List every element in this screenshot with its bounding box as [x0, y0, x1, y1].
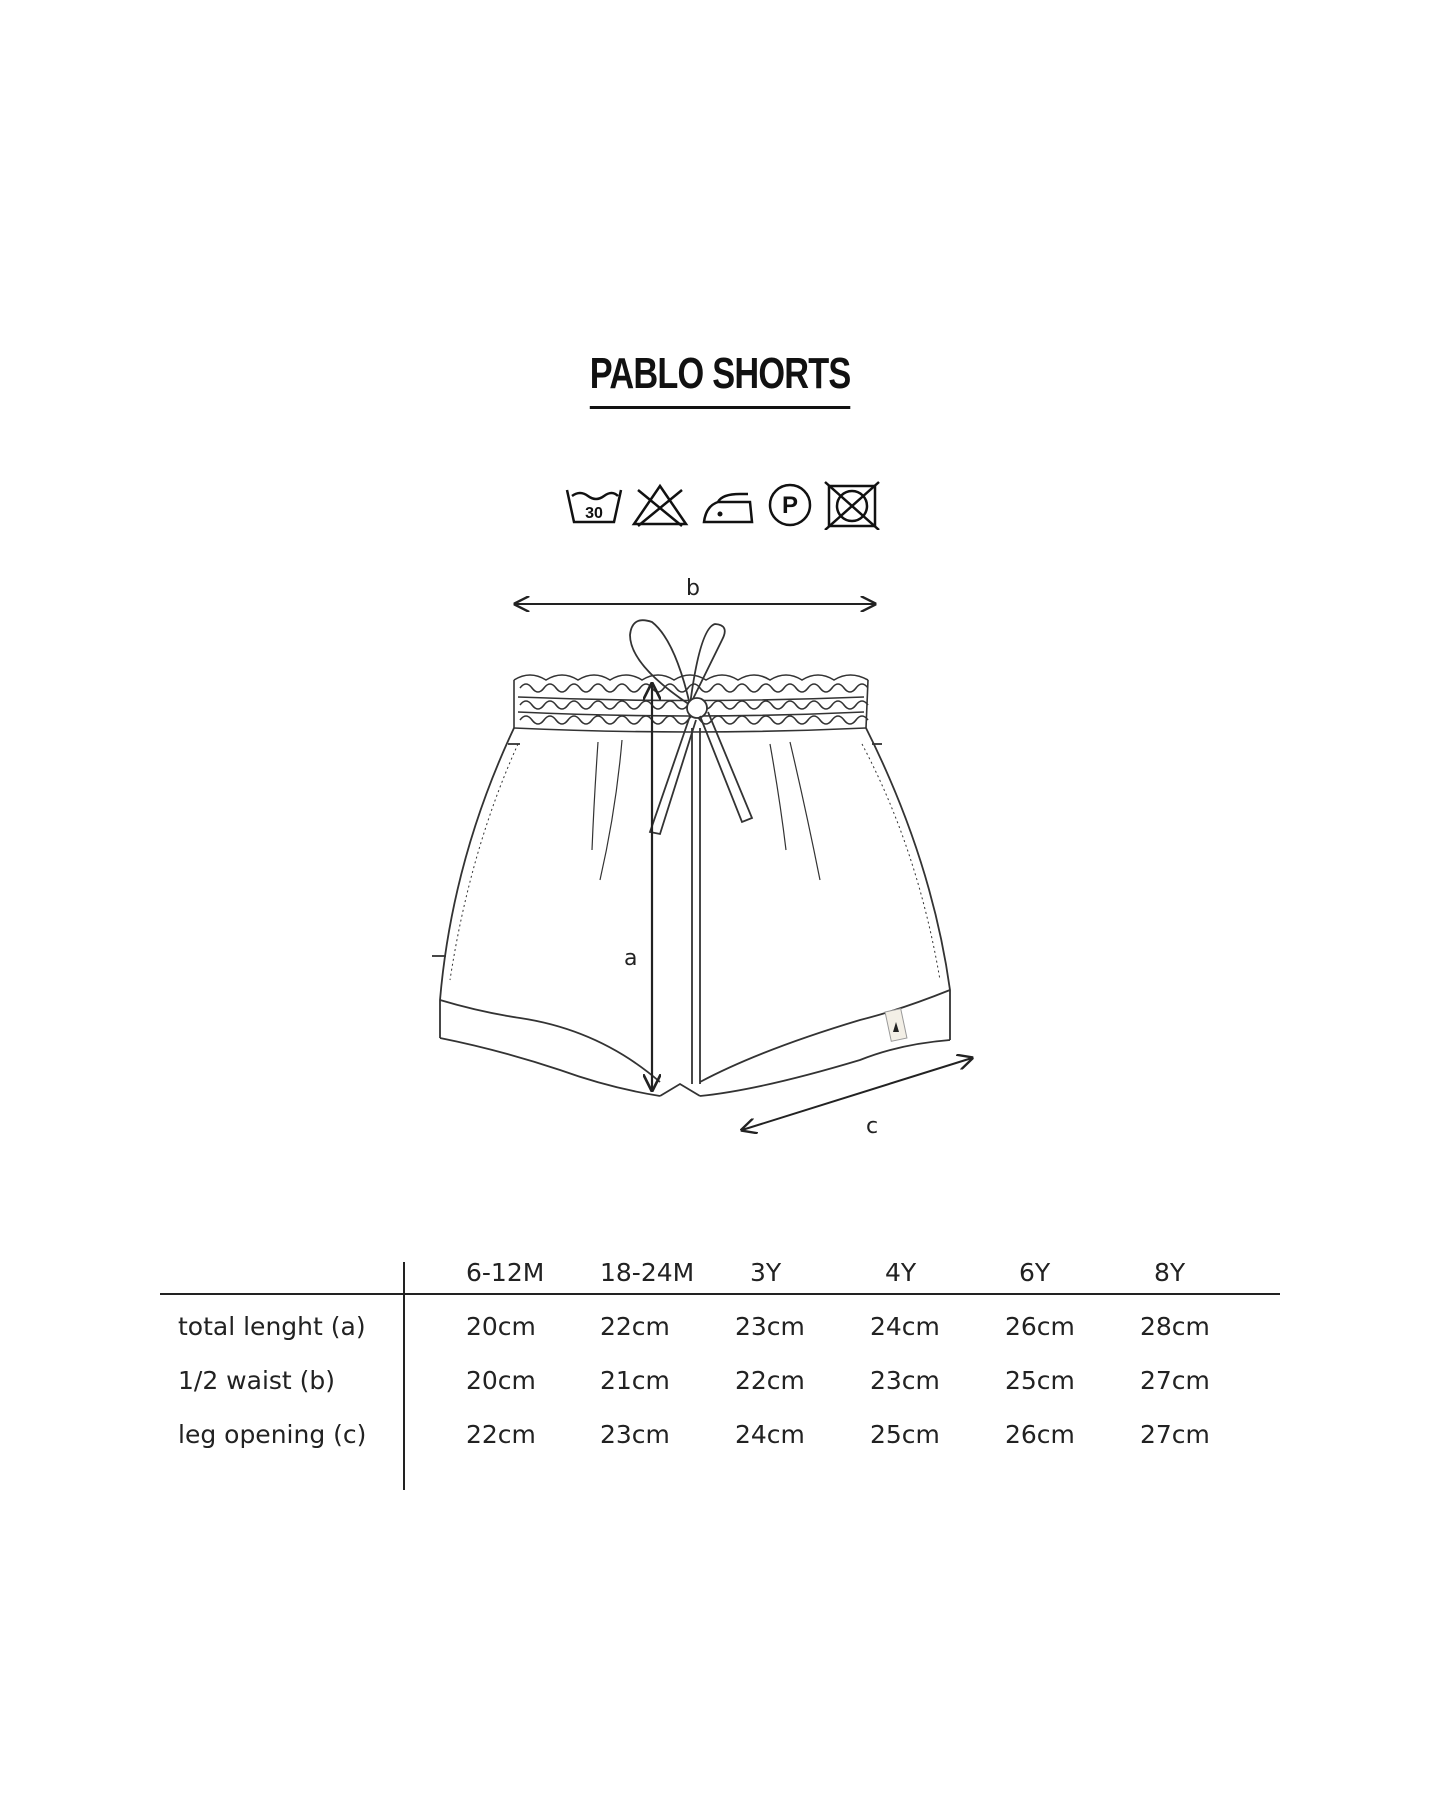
- shorts-body: [432, 728, 950, 1096]
- table-cell: 27cm: [1140, 1420, 1210, 1449]
- dimension-label-b: b: [686, 576, 700, 601]
- table-cell: 27cm: [1140, 1366, 1210, 1395]
- care-symbols: [560, 480, 880, 540]
- brand-tag: [885, 1009, 907, 1042]
- table-cell: 22cm: [735, 1366, 805, 1395]
- row-label: leg opening (c): [178, 1420, 367, 1449]
- leg-opening-dimension-arrow: [742, 1058, 972, 1130]
- table-cell: 26cm: [1005, 1420, 1075, 1449]
- dimension-label-c: c: [866, 1114, 879, 1139]
- column-header: 18-24M: [600, 1258, 695, 1287]
- drawstring: [630, 620, 752, 834]
- table-cell: 23cm: [600, 1420, 670, 1449]
- wash-30-icon: [564, 480, 624, 530]
- table-cell: 28cm: [1140, 1312, 1210, 1341]
- table-cell: 23cm: [735, 1312, 805, 1341]
- table-cell: 25cm: [1005, 1366, 1075, 1395]
- row-label: total lenght (a): [178, 1312, 366, 1341]
- table-cell: 25cm: [870, 1420, 940, 1449]
- table-cell: 23cm: [870, 1366, 940, 1395]
- table-header-divider: [160, 1293, 1280, 1295]
- table-column-divider: [403, 1262, 405, 1490]
- row-label: 1/2 waist (b): [178, 1366, 336, 1395]
- no-tumble-dry-icon: [823, 480, 883, 530]
- table-cell: 26cm: [1005, 1312, 1075, 1341]
- page-title-text: PABLO SHORTS: [590, 352, 851, 409]
- table-cell: 24cm: [735, 1420, 805, 1449]
- table-cell: 22cm: [600, 1312, 670, 1341]
- column-header: 8Y: [1154, 1258, 1186, 1287]
- table-cell: 21cm: [600, 1366, 670, 1395]
- no-bleach-icon: [630, 480, 690, 530]
- table-cell: 20cm: [466, 1366, 536, 1395]
- column-header: 3Y: [750, 1258, 782, 1287]
- dry-clean-p-icon: [765, 480, 815, 530]
- column-header: 6Y: [1019, 1258, 1051, 1287]
- table-cell: 20cm: [466, 1312, 536, 1341]
- table-cell: 22cm: [466, 1420, 536, 1449]
- dry-clean-letter: P: [781, 492, 799, 519]
- wash-temp-label: 30: [585, 505, 603, 522]
- page-title: [0, 349, 1440, 409]
- shorts-technical-drawing: [0, 570, 1440, 1150]
- iron-low-icon: [700, 480, 756, 530]
- table-cell: 24cm: [870, 1312, 940, 1341]
- dimension-label-a: a: [624, 946, 638, 971]
- column-header: 4Y: [885, 1258, 917, 1287]
- column-header: 6-12M: [466, 1258, 545, 1287]
